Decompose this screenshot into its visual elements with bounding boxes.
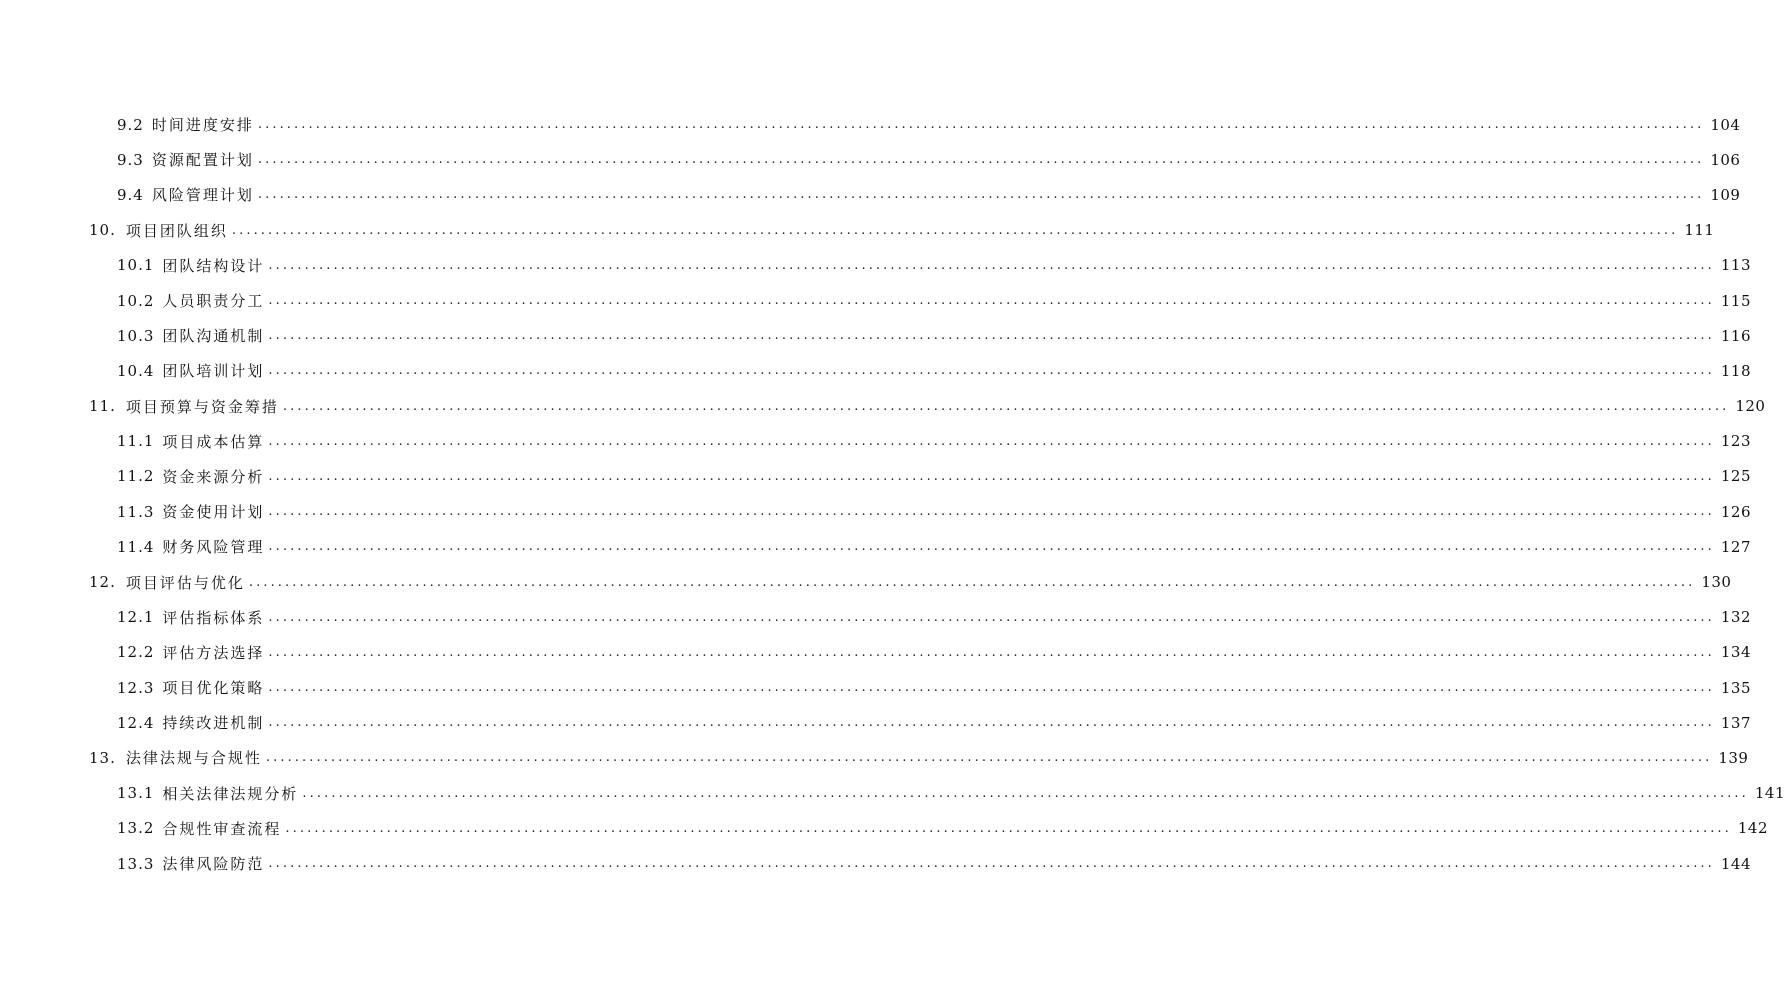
toc-entry-page: 135 (1720, 678, 1752, 697)
toc-entry-number: 11. (89, 397, 116, 416)
toc-entry-title: 财务风险管理 (162, 538, 265, 557)
toc-chapter-entry[interactable] (0, 213, 1715, 248)
toc-entry-page: 134 (1720, 643, 1752, 662)
toc-entry-title: 合规性审查流程 (162, 819, 282, 838)
toc-entry-number: 13.2 (117, 819, 155, 838)
toc-entry-page: 142 (1737, 819, 1769, 838)
toc-entry-page: 120 (1735, 397, 1766, 416)
toc-entry-number: 10. (89, 221, 116, 240)
toc-entry-page: 106 (1710, 150, 1741, 169)
toc-entry-title: 项目评估与优化 (125, 573, 245, 592)
toc-entry-page: 115 (1720, 291, 1752, 310)
toc-entry-number: 9.3 (117, 150, 144, 169)
toc-entry-number: 12. (89, 573, 116, 592)
toc-entry-page: 137 (1720, 713, 1752, 732)
toc-entry[interactable] (0, 318, 1752, 353)
toc-entry-number: 12.3 (117, 678, 155, 697)
toc-leader-dots: ........................................................................................................................................................................................................ (285, 820, 1732, 836)
toc-entry-page: 130 (1701, 573, 1732, 592)
toc-entry[interactable] (0, 494, 1752, 529)
toc-entry[interactable] (0, 353, 1752, 388)
toc-entry[interactable] (0, 529, 1752, 564)
toc-entry-title: 资源配置计划 (151, 151, 254, 170)
toc-leader-dots: ........................................................................................................................................................................................................ (268, 856, 1715, 872)
toc-entry-number: 13.3 (117, 854, 155, 873)
toc-entry-title: 资金来源分析 (162, 467, 265, 486)
toc-entry-page: 132 (1720, 608, 1752, 627)
toc-entry-number: 11.4 (117, 537, 155, 556)
toc-entry-title: 相关法律法规分析 (162, 784, 299, 803)
toc-entry[interactable] (0, 846, 1752, 881)
toc-leader-dots: ........................................................................................................................................................................................................ (257, 152, 1705, 168)
toc-entry-number: 13. (89, 748, 116, 767)
toc-entry-title: 项目优化策略 (162, 679, 265, 698)
toc-leader-dots: ........................................................................................................................................................................................................ (265, 750, 1713, 766)
toc-leader-dots: ........................................................................................................................................................................................................ (268, 504, 1715, 520)
toc-leader-dots: ........................................................................................................................................................................................................ (268, 293, 1715, 309)
toc-entry-title: 团队沟通机制 (162, 327, 265, 346)
toc-entry-number: 11.1 (117, 432, 155, 451)
toc-entry-page: 118 (1720, 361, 1752, 380)
toc-entry[interactable] (0, 600, 1752, 635)
toc-entry-title: 法律风险防范 (162, 855, 265, 874)
toc-entry-number: 9.4 (117, 185, 144, 204)
toc-entry[interactable] (0, 811, 1769, 846)
toc-entry-number: 10.3 (117, 326, 155, 345)
toc-entry[interactable] (0, 142, 1741, 177)
table-of-contents (0, 107, 1785, 881)
toc-entry[interactable] (0, 776, 1785, 811)
toc-entry-number: 10.2 (117, 291, 155, 310)
toc-entry-title: 风险管理计划 (151, 186, 254, 205)
toc-entry-title: 项目预算与资金筹措 (125, 397, 279, 416)
toc-entry-number: 12.4 (117, 713, 155, 732)
toc-leader-dots: ........................................................................................................................................................................................................ (268, 257, 1715, 273)
toc-entry[interactable] (0, 670, 1752, 705)
toc-entry-number: 12.2 (117, 643, 155, 662)
toc-chapter-entry[interactable] (0, 564, 1732, 599)
toc-entry-page: 111 (1684, 221, 1715, 240)
toc-entry[interactable] (0, 283, 1752, 318)
toc-leader-dots: ........................................................................................................................................................................................................ (268, 328, 1715, 344)
toc-entry-page: 144 (1720, 854, 1752, 873)
toc-entry-page: 139 (1718, 748, 1749, 767)
toc-entry-page: 109 (1710, 185, 1741, 204)
toc-entry-title: 资金使用计划 (162, 503, 265, 522)
toc-entry-number: 9.2 (117, 115, 144, 134)
toc-entry-title: 人员职责分工 (162, 292, 265, 311)
toc-leader-dots: ........................................................................................................................................................................................................ (302, 785, 1749, 801)
toc-leader-dots: ........................................................................................................................................................................................................ (268, 539, 1715, 555)
toc-leader-dots: ........................................................................................................................................................................................................ (231, 222, 1679, 238)
toc-entry-page: 113 (1720, 256, 1752, 275)
toc-leader-dots: ........................................................................................................................................................................................................ (268, 363, 1715, 379)
toc-entry-number: 10.1 (117, 256, 155, 275)
toc-leader-dots: ........................................................................................................................................................................................................ (257, 117, 1705, 133)
toc-entry-number: 12.1 (117, 608, 155, 627)
toc-leader-dots: ........................................................................................................................................................................................................ (268, 433, 1715, 449)
toc-entry-title: 团队培训计划 (162, 362, 265, 381)
toc-entry-number: 13.1 (117, 784, 155, 803)
toc-entry-page: 126 (1720, 502, 1752, 521)
toc-leader-dots: ........................................................................................................................................................................................................ (282, 398, 1730, 414)
toc-leader-dots: ........................................................................................................................................................................................................ (268, 715, 1715, 731)
toc-leader-dots: ........................................................................................................................................................................................................ (268, 680, 1715, 696)
toc-entry-page: 104 (1710, 115, 1741, 134)
toc-entry[interactable] (0, 459, 1752, 494)
toc-entry-number: 10.4 (117, 361, 155, 380)
toc-entry-title: 法律法规与合规性 (125, 749, 262, 768)
toc-leader-dots: ........................................................................................................................................................................................................ (268, 644, 1715, 660)
toc-entry-page: 116 (1720, 326, 1752, 345)
toc-entry[interactable] (0, 177, 1741, 212)
toc-chapter-entry[interactable] (0, 740, 1749, 775)
toc-entry[interactable] (0, 705, 1752, 740)
toc-entry-number: 11.2 (117, 467, 155, 486)
toc-entry-page: 127 (1720, 537, 1752, 556)
toc-entry-number: 11.3 (117, 502, 155, 521)
toc-leader-dots: ........................................................................................................................................................................................................ (268, 609, 1715, 625)
toc-entry-title: 持续改进机制 (162, 714, 265, 733)
toc-entry-title: 时间进度安排 (151, 116, 254, 135)
toc-entry-title: 项目团队组织 (125, 221, 228, 240)
toc-entry-title: 项目成本估算 (162, 432, 265, 451)
toc-chapter-entry[interactable] (0, 389, 1766, 424)
toc-entry-page: 141 (1754, 784, 1785, 803)
toc-entry-title: 评估方法选择 (162, 643, 265, 662)
toc-entry[interactable] (0, 424, 1752, 459)
toc-entry[interactable] (0, 248, 1752, 283)
toc-leader-dots: ........................................................................................................................................................................................................ (268, 468, 1715, 484)
toc-entry[interactable] (0, 107, 1741, 142)
toc-entry[interactable] (0, 635, 1752, 670)
toc-entry-page: 123 (1720, 432, 1752, 451)
toc-leader-dots: ........................................................................................................................................................................................................ (248, 574, 1696, 590)
toc-entry-title: 团队结构设计 (162, 256, 265, 275)
toc-entry-title: 评估指标体系 (162, 608, 265, 627)
toc-leader-dots: ........................................................................................................................................................................................................ (257, 187, 1705, 203)
toc-entry-page: 125 (1720, 467, 1752, 486)
